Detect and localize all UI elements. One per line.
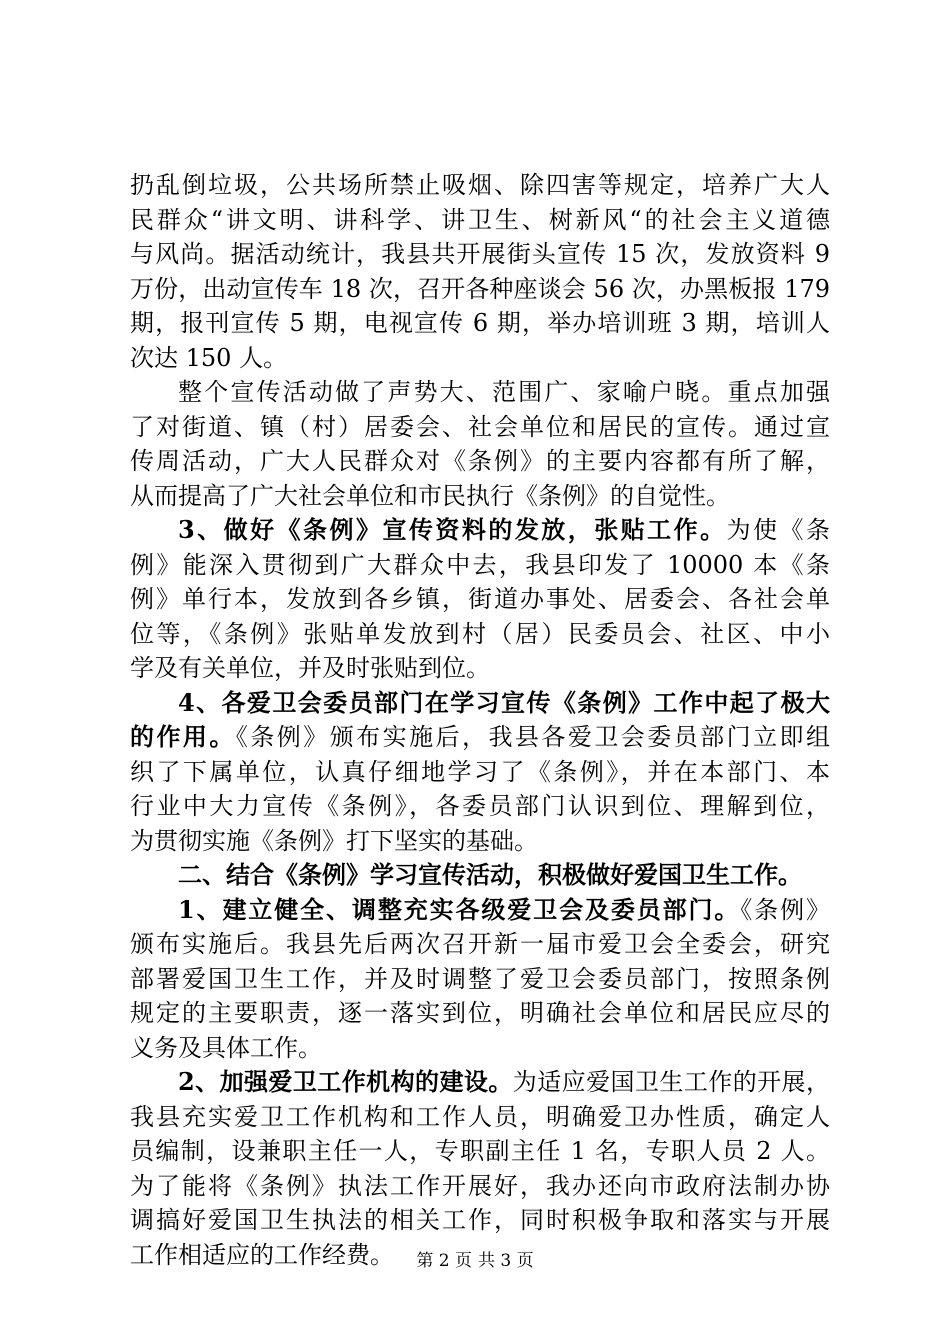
text-line: 我县充实爱卫工作机构和工作人员，明确爱卫办性质，确定人 [130, 1102, 830, 1131]
heading-tail: 为适应爱国卫生工作的开展， [512, 1068, 830, 1096]
text-line: 学及有关单位，并及时张贴到位。 [130, 654, 490, 682]
text-line: 为了能将《条例》执法工作开展好，我办还向市政府法制办协 [130, 1171, 830, 1200]
document-body [130, 168, 830, 1272]
item-heading: 1、建立健全、调整充实各级爱卫会及委员部门。 [178, 894, 741, 924]
text-line: 员编制，设兼职主任一人，专职副主任 1 名，专职人员 2 人。 [130, 1137, 830, 1165]
section-two [130, 858, 830, 893]
paragraph-stats [130, 168, 830, 375]
paragraph-campaign [130, 375, 830, 513]
text-line [130, 513, 830, 548]
text-line: 从而提高了广大社会单位和市民执行《条例》的自觉性。 [130, 481, 730, 510]
paragraph-item-3 [130, 513, 830, 686]
text-line: 为贯彻实施《条例》打下坚实的基础。 [130, 826, 538, 855]
text-line: 与风尚。据活动统计，我县共开展街头宣传 15 次，发放资料 9 [130, 240, 830, 268]
item-heading-cont: 的作用。 [130, 722, 236, 751]
text-line: 了对街道、镇（村）居委会、社会单位和居民的宣传。通过宣 [130, 412, 830, 441]
text-line: 工作相适应的工作经费。 [130, 1240, 394, 1269]
page-footer [0, 1246, 950, 1271]
text-line: 万份，出动宣传车 18 次，召开各种座谈会 56 次，办黑板报 179 [130, 274, 830, 303]
item-heading: 4、各爱卫会委员部门在学习宣传《条例》工作中起了极大 [178, 687, 830, 717]
paragraph-item-2 [130, 1065, 830, 1272]
text-line: 位等，《条例》张贴单发放到村（居）民委员会、社区、中小 [130, 619, 830, 648]
item-heading: 2、加强爱卫工作机构的建设。 [178, 1067, 513, 1096]
text-line: 行业中大力宣传《条例》，各委员部门认识到位、理解到位， [130, 792, 830, 820]
text-line: 期，报刊宣传 5 期，电视宣传 6 期，举办培训班 3 期，培训人 [130, 309, 830, 337]
text-line: 例》能深入贯彻到广大群众中去，我县印发了 10000 本《条 [130, 550, 830, 579]
text-line: 规定的主要职责，逐一落实到位，明确社会单位和居民应尽的 [130, 999, 830, 1027]
heading-tail: 《条例》颁布实施后，我县各爱卫会委员部门立即组 [235, 723, 831, 751]
text-line: 例》单行本，发放到各乡镇，街道办事处、居委会、各社会单 [130, 585, 830, 613]
text-line: 颁布实施后。我县先后两次召开新一届市爱卫会全委会，研究 [130, 930, 830, 958]
text-line: 调搞好爱国卫生执法的相关工作，同时积极争取和落实与开展 [130, 1206, 830, 1234]
paragraph-item-4 [130, 686, 830, 859]
text-line: 部署爱国卫生工作，并及时调整了爱卫会委员部门，按照条例 [130, 964, 830, 993]
heading-tail: 《条例》 [740, 895, 831, 924]
text-line [130, 1065, 830, 1100]
text-line: 扔乱倒垃圾，公共场所禁止吸烟、除四害等规定，培养广大人 [130, 171, 830, 199]
heading-tail: 为使《条 [726, 516, 831, 544]
text-line [130, 720, 830, 755]
paragraph-item-1 [130, 893, 830, 1066]
page-number: 第 2 页 [416, 1251, 472, 1271]
text-line [130, 893, 830, 928]
text-line: 整个宣传活动做了声势大、范围广、家喻户晓。重点加强 [178, 378, 830, 406]
text-line: 传周活动，广大人民群众对《条例》的主要内容都有所了解， [130, 447, 830, 475]
page-total: 共 3 页 [478, 1251, 534, 1271]
text-line: 民群众“讲文明、讲科学、讲卫生、树新风“的社会主义道德 [130, 205, 830, 234]
text-line: 义务及具体工作。 [130, 1033, 322, 1062]
text-line: 次达 150 人。 [130, 343, 288, 372]
text-line: 织了下属单位，认真仔细地学习了《条例》，并在本部门、本 [130, 757, 830, 786]
item-heading: 3、做好《条例》宣传资料的发放，张贴工作。 [178, 515, 727, 544]
section-heading: 二、结合《条例》学习宣传活动，积极做好爱国卫生工作。 [178, 860, 802, 889]
